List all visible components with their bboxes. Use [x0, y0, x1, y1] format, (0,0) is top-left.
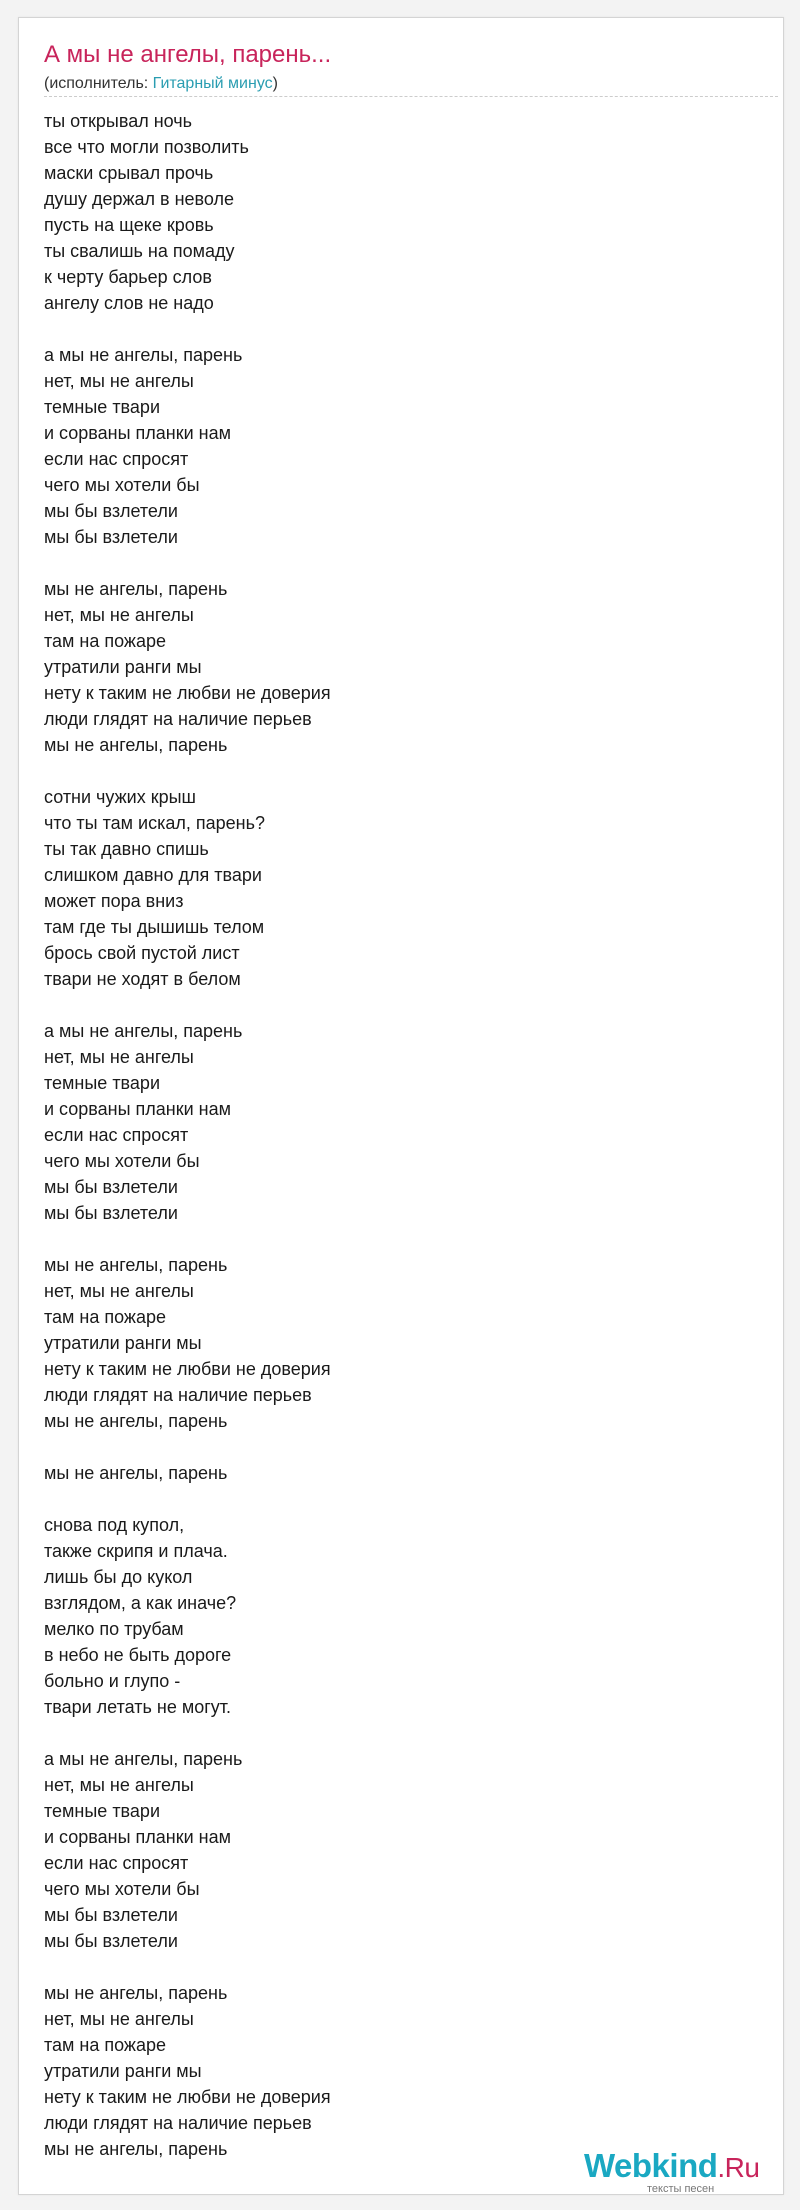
artist-suffix: ) [272, 75, 278, 92]
logo-wordmark: Webkind [584, 2147, 718, 2184]
lyrics-line: ангелу слов не надо [44, 293, 214, 313]
lyrics-line: мы бы взлетели [44, 501, 178, 521]
lyrics-line: душу держал в неволе [44, 189, 235, 209]
lyrics-line: слишком давно для твари [44, 865, 262, 885]
lyrics-line: темные твари [44, 397, 160, 417]
lyrics-line: все что могли позволить [44, 137, 249, 157]
lyrics-line: люди глядят на наличие перьев [44, 709, 312, 729]
lyrics-line: больно и глупо - [44, 1671, 181, 1691]
lyrics-stanza [44, 1980, 764, 2162]
lyrics-line: маски срывал прочь [44, 163, 214, 183]
lyrics-line: брось свой пустой лист [44, 943, 240, 963]
lyrics-line: чего мы хотели бы [44, 475, 200, 495]
artist-link[interactable]: Гитарный минус [152, 75, 273, 92]
lyrics-line: а мы не ангелы, парень [44, 1021, 243, 1041]
artist-prefix: (исполнитель: [44, 75, 153, 92]
lyrics-line: твари летать не могут. [44, 1697, 232, 1717]
lyrics-line: пусть на щеке кровь [44, 215, 214, 235]
lyrics-line: утратили ранги мы [44, 1333, 202, 1353]
lyrics-line: чего мы хотели бы [44, 1879, 200, 1899]
lyrics-line: мы бы взлетели [44, 1931, 178, 1951]
lyrics-line: люди глядят на наличие перьев [44, 1385, 312, 1405]
lyrics-line: темные твари [44, 1073, 160, 1093]
lyrics-line: сотни чужих крыш [44, 787, 196, 807]
lyrics-line: что ты там искал, парень? [44, 813, 265, 833]
lyrics-line: твари не ходят в белом [44, 969, 241, 989]
lyrics-line: также скрипя и плача. [44, 1541, 228, 1561]
lyrics-line: и сорваны планки нам [44, 1827, 231, 1847]
lyrics-stanza [44, 784, 764, 992]
title-divider [44, 96, 778, 97]
lyrics-line: мелко по трубам [44, 1619, 184, 1639]
lyrics-line: там на пожаре [44, 2035, 167, 2055]
lyrics-line: мы не ангелы, парень [44, 1255, 228, 1275]
lyrics-stanza [44, 1018, 764, 1226]
lyrics-stanza [44, 1460, 764, 1486]
lyrics-line: если нас спросят [44, 449, 189, 469]
lyrics-stanza [44, 108, 764, 316]
lyrics-line: ты свалишь на помаду [44, 241, 235, 261]
lyrics-line: там где ты дышишь телом [44, 917, 265, 937]
logo-tagline: тексты песен [647, 2183, 715, 2195]
lyrics-line: нет, мы не ангелы [44, 605, 194, 625]
lyrics-line: если нас спросят [44, 1125, 189, 1145]
lyrics-line: нету к таким не любви не доверия [44, 683, 331, 703]
site-logo[interactable] [584, 2146, 784, 2196]
lyrics-line: мы бы взлетели [44, 1203, 178, 1223]
lyrics-line: нет, мы не ангелы [44, 1281, 194, 1301]
lyrics-line: мы бы взлетели [44, 527, 178, 547]
lyrics-line: утратили ранги мы [44, 2061, 202, 2081]
lyrics-line: лишь бы до кукол [44, 1567, 193, 1587]
lyrics-stanza [44, 1252, 764, 1434]
lyrics-line: нет, мы не ангелы [44, 1047, 194, 1067]
lyrics-line: мы не ангелы, парень [44, 1411, 228, 1431]
lyrics-line: ты открывал ночь [44, 111, 193, 131]
lyrics-line: мы не ангелы, парень [44, 579, 228, 599]
lyrics-line: там на пожаре [44, 631, 167, 651]
lyrics-line: и сорваны планки нам [44, 1099, 231, 1119]
lyrics-line: нет, мы не ангелы [44, 1775, 194, 1795]
lyrics-line: а мы не ангелы, парень [44, 345, 243, 365]
logo-tld: .Ru [717, 2152, 760, 2183]
lyrics-line: чего мы хотели бы [44, 1151, 200, 1171]
lyrics-line: нет, мы не ангелы [44, 371, 194, 391]
lyrics-line: в небо не быть дороге [44, 1645, 232, 1665]
lyrics-line: нету к таким не любви не доверия [44, 1359, 331, 1379]
lyrics-line: а мы не ангелы, парень [44, 1749, 243, 1769]
lyrics-line: нет, мы не ангелы [44, 2009, 194, 2029]
lyrics-line: мы бы взлетели [44, 1177, 178, 1197]
artist-line [44, 74, 278, 94]
lyrics-line: мы не ангелы, парень [44, 1463, 228, 1483]
lyrics-stanza [44, 342, 764, 550]
lyrics-line: мы бы взлетели [44, 1905, 178, 1925]
lyrics-line: нету к таким не любви не доверия [44, 2087, 331, 2107]
lyrics-line: и сорваны планки нам [44, 423, 231, 443]
lyrics-line: там на пожаре [44, 1307, 167, 1327]
lyrics-line: может пора вниз [44, 891, 184, 911]
lyrics-line: мы не ангелы, парень [44, 735, 228, 755]
lyrics-text [44, 108, 764, 2188]
lyrics-stanza [44, 1746, 764, 1954]
content-card [18, 17, 784, 2195]
lyrics-line: мы не ангелы, парень [44, 1983, 228, 2003]
lyrics-line: если нас спросят [44, 1853, 189, 1873]
lyrics-stanza [44, 1512, 764, 1720]
song-title: А мы не ангелы, парень... [44, 41, 332, 68]
lyrics-line: люди глядят на наличие перьев [44, 2113, 312, 2133]
lyrics-line: утратили ранги мы [44, 657, 202, 677]
lyrics-stanza [44, 576, 764, 758]
lyrics-line: взглядом, а как иначе? [44, 1593, 237, 1613]
lyrics-line: к черту барьер слов [44, 267, 212, 287]
lyrics-line: снова под купол, [44, 1515, 185, 1535]
lyrics-line: ты так давно спишь [44, 839, 209, 859]
lyrics-line: темные твари [44, 1801, 160, 1821]
lyrics-line: мы не ангелы, парень [44, 2139, 228, 2159]
